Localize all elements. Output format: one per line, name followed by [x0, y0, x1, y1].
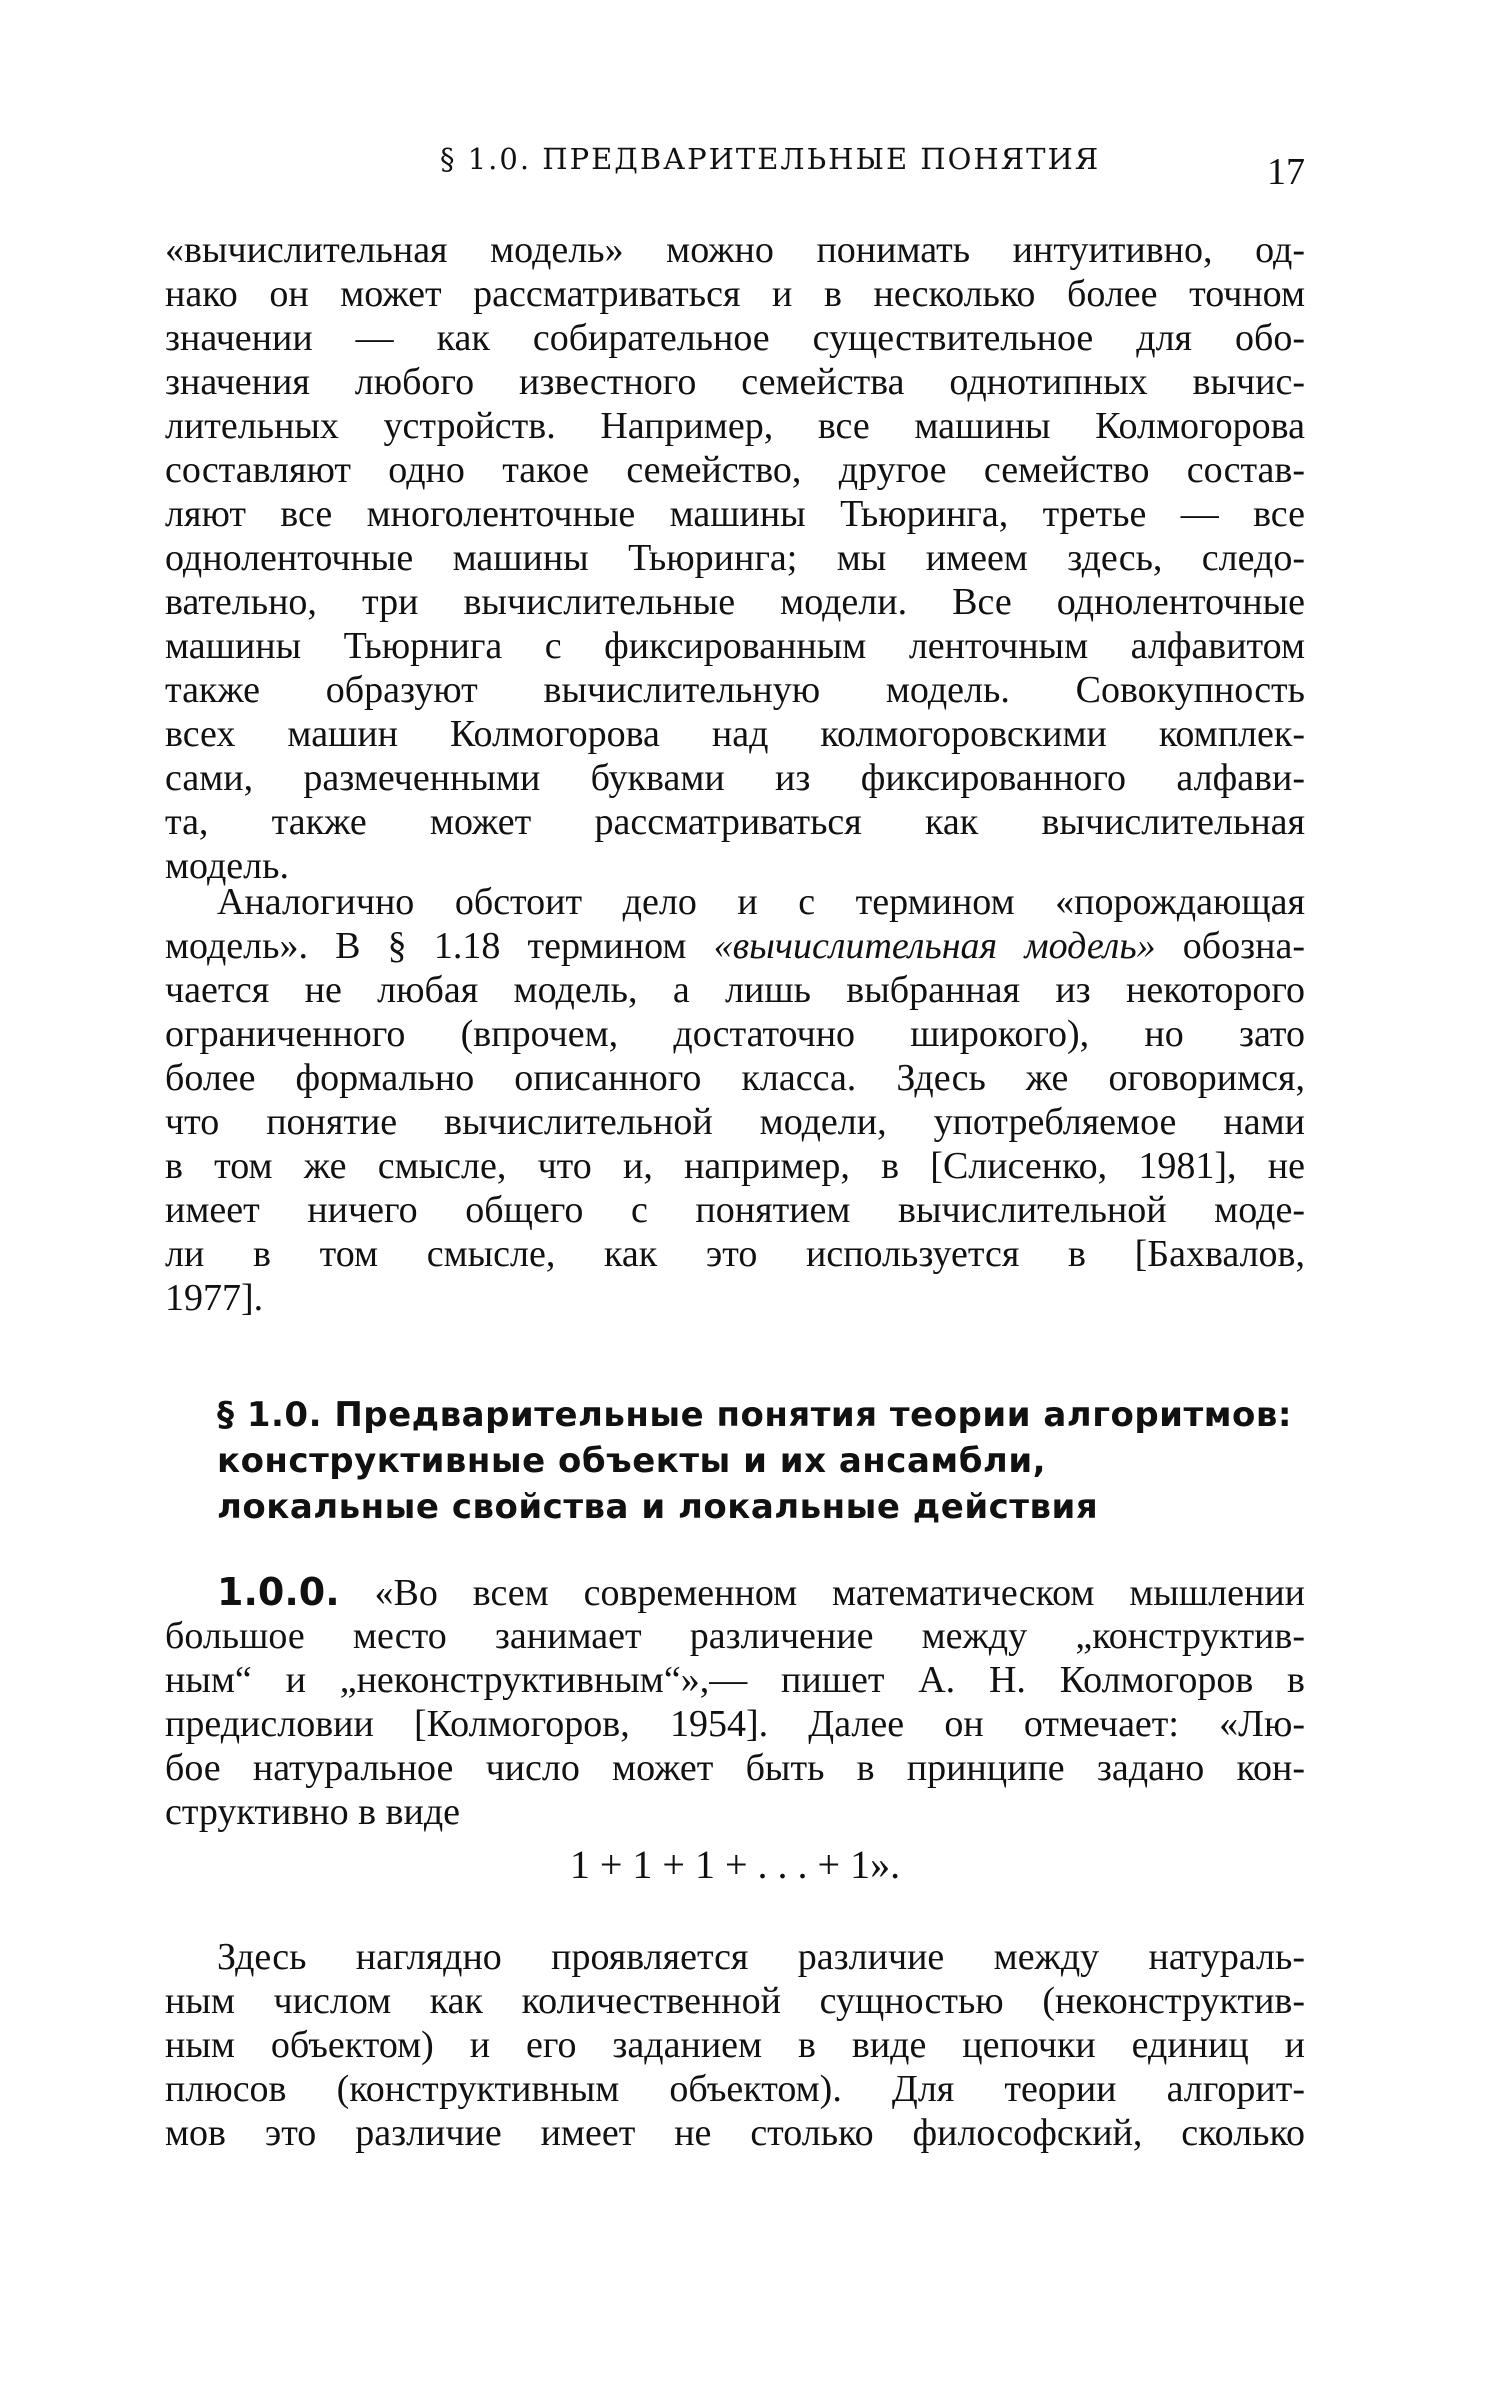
- text-line: структивно в виде: [165, 1791, 461, 1833]
- text-line: Аналогично обстоит дело и с термином «порождающая: [217, 881, 1305, 923]
- text-line: имеет ничего общего с понятием вычислительной моде-: [165, 1189, 1305, 1231]
- text-line: значения любого известного семейства однотипных вычис-: [165, 361, 1305, 403]
- text-line: вательно, три вычислительные модели. Все одноленточные: [165, 581, 1305, 623]
- paragraph-computational-model: [165, 228, 1305, 888]
- page-number: 17: [1267, 151, 1305, 193]
- text-line: чается не любая модель, а лишь выбранная из некоторого: [165, 969, 1305, 1011]
- paragraph-1-0-0: [165, 1570, 1305, 1834]
- text-line: бое натуральное число может быть в принципе задано кон-: [165, 1747, 1305, 1789]
- text-line: более формально описанного класса. Здесь же оговоримся,: [165, 1057, 1305, 1099]
- text-line: [165, 924, 1305, 968]
- text-line: мов это различие имеет не столько философский, сколько: [165, 2112, 1305, 2154]
- text-line: сами, размеченными буквами из фиксированного алфави-: [165, 757, 1305, 799]
- text-line: ляют все многоленточные машины Тьюринга, третье — все: [165, 493, 1305, 535]
- text-line: ным числом как количественной сущностью (неконструктив-: [165, 1980, 1305, 2022]
- text-line: ли в том смысле, как это используется в [Бахвалов,: [165, 1233, 1305, 1275]
- text-line: 1977].: [165, 1277, 264, 1319]
- running-head: [165, 138, 1305, 198]
- text-line: ным“ и „неконструктивным“»,— пишет А. Н. Колмогоров в: [165, 1659, 1305, 1701]
- text-fragment: модель». В § 1.18 термином: [165, 925, 714, 967]
- text-line: большое место занимает различение между „конструктив-: [165, 1615, 1305, 1657]
- text-line: что понятие вычислительной модели, употребляемое нами: [165, 1101, 1305, 1143]
- text-line: нако он может рассматриваться и в несколько более точном: [165, 273, 1305, 315]
- text-line: также образуют вычислительную модель. Совокупность: [165, 669, 1305, 711]
- text-line: составляют одно такое семейство, другое семейство состав-: [165, 449, 1305, 491]
- text-line: ограниченного (впрочем, достаточно широкого), но зато: [165, 1013, 1305, 1055]
- italic-term: «вычислительная модель»: [713, 925, 1156, 967]
- heading-line: локальные свойства и локальные действия: [217, 1487, 1099, 1527]
- text-line: значении — как собирательное существительное для обо-: [165, 317, 1305, 359]
- running-title: § 1.0. ПРЕДВАРИТЕЛЬНЫЕ ПОНЯТИЯ: [440, 142, 1101, 176]
- text-line: одноленточные машины Тьюринга; мы имеем здесь, следо-: [165, 537, 1305, 579]
- text-line: лительных устройств. Например, все машины Колмогорова: [165, 405, 1305, 447]
- text-line: всех машин Колмогорова над колмогоровскими комплек-: [165, 713, 1305, 755]
- text-line: «вычислительная модель» можно понимать интуитивно, од-: [165, 229, 1305, 271]
- paragraph-generating-model: [165, 880, 1305, 1320]
- heading-line: конструктивные объекты и их ансамбли,: [217, 1441, 1047, 1481]
- formula: 1 + 1 + 1 + . . . + 1».: [569, 1842, 901, 1887]
- text-line: предисловии [Колмогоров, 1954]. Далее он отмечает: «Лю-: [165, 1703, 1305, 1745]
- text-fragment: «Во всем современном математическом мышлении: [339, 1572, 1305, 1614]
- section-heading: [217, 1392, 1317, 1530]
- text-line: плюсов (конструктивным объектом). Для теории алгорит-: [165, 2068, 1305, 2110]
- text-line: та, также может рассматриваться как вычислительная: [165, 801, 1305, 843]
- text-line: в том же смысле, что и, например, в [Слисенко, 1981], не: [165, 1145, 1305, 1187]
- text-line: Здесь наглядно проявляется различие между натураль-: [217, 1936, 1305, 1978]
- text-line: модель.: [165, 845, 289, 887]
- text-line: машины Тьюрнига с фиксированным ленточным алфавитом: [165, 625, 1305, 667]
- paragraph-natural-number: [165, 1935, 1305, 2155]
- text-fragment: обозна-: [1155, 925, 1305, 967]
- text-line: ным объектом) и его заданием в виде цепочки единиц и: [165, 2024, 1305, 2066]
- text-line: [165, 1570, 1305, 1614]
- paragraph-number: 1.0.0.: [217, 1570, 340, 1614]
- heading-line: § 1.0. Предварительные понятия теории алгоритмов:: [217, 1395, 1292, 1435]
